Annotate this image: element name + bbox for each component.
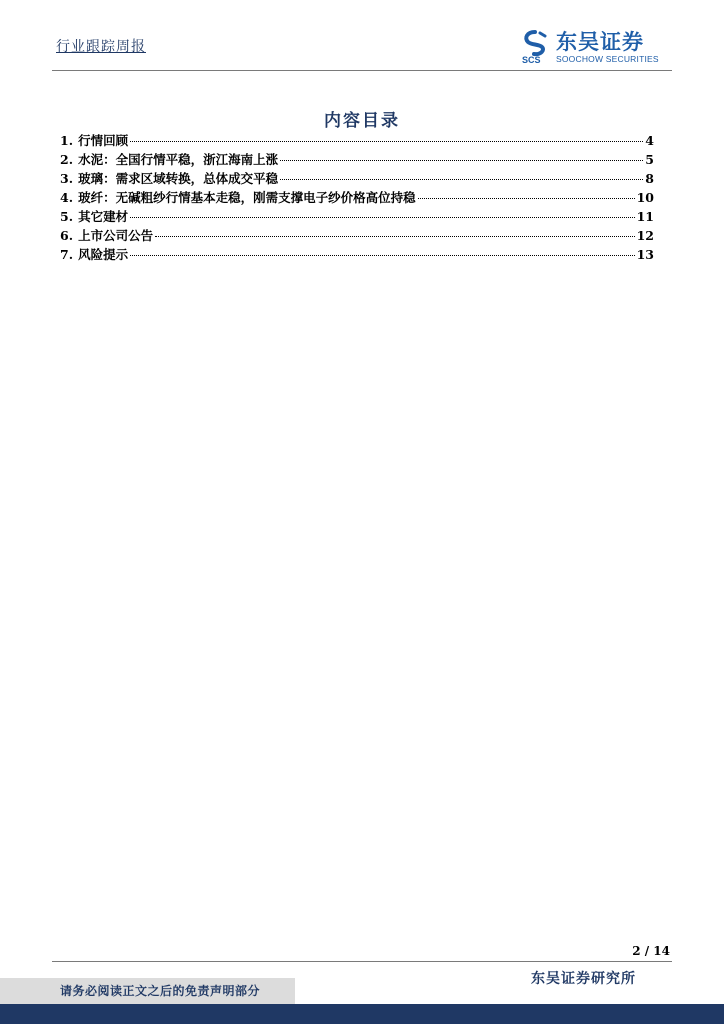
toc-entry-number: 1. [60,133,74,148]
toc-entry-title: 风险提示 [78,247,129,262]
toc-entry-title: 玻纤：无碱粗纱行情基本走稳，刚需支撑电子纱价格高位持稳 [78,190,416,205]
toc-entry-title: 玻璃：需求区域转换，总体成交平稳 [78,171,279,186]
logo-chinese-name: 东吴证券 [556,30,644,54]
header-divider [52,70,672,71]
toc-entry-page: 13 [636,247,654,262]
toc-entry-page: 8 [645,171,654,186]
toc-entry[interactable] [60,207,654,226]
toc-entry-number: 3. [60,171,74,186]
table-of-contents [60,131,654,264]
toc-entry-page: 12 [636,228,654,243]
toc-entry-title: 其它建材 [78,209,129,224]
footer-divider [52,961,672,962]
toc-entry[interactable] [60,150,654,169]
toc-title: 内容目录 [324,111,400,131]
footer-organization: 东吴证券研究所 [531,971,636,987]
toc-dot-leader [130,140,643,142]
toc-entry[interactable] [60,131,654,150]
toc-entry[interactable] [60,245,654,264]
toc-entry-page: 5 [645,152,654,167]
toc-entry-title: 水泥：全国行情平稳，浙江海南上涨 [78,152,279,167]
toc-entry-title: 上市公司公告 [78,228,154,243]
toc-entry-page: 10 [636,190,654,205]
page-number: 2 / 14 [632,944,670,958]
company-logo [522,30,672,66]
toc-entry[interactable] [60,226,654,245]
logo-mark-text: SCS [522,55,541,64]
toc-entry-number: 2. [60,152,74,167]
toc-dot-leader [280,159,643,161]
toc-entry-page: 11 [636,209,654,224]
toc-entry-number: 4. [60,190,74,205]
toc-dot-leader [280,178,643,180]
toc-dot-leader [155,235,635,237]
report-type-label: 行业跟踪周报 [56,39,146,55]
toc-entry-number: 5. [60,209,74,224]
toc-dot-leader [418,197,635,199]
footer-bar [0,1004,724,1024]
toc-entry-number: 6. [60,228,74,243]
toc-entry[interactable] [60,169,654,188]
footer-disclaimer: 请务必阅读正文之后的免责声明部分 [0,978,295,1004]
logo-english-name: SOOCHOW SECURITIES [556,54,659,64]
toc-entry-page: 4 [645,133,654,148]
soochow-logo-icon [522,30,548,64]
toc-entry-title: 行情回顾 [78,133,129,148]
toc-entry[interactable] [60,188,654,207]
toc-dot-leader [130,216,635,218]
toc-dot-leader [130,254,635,256]
toc-entry-number: 7. [60,247,74,262]
